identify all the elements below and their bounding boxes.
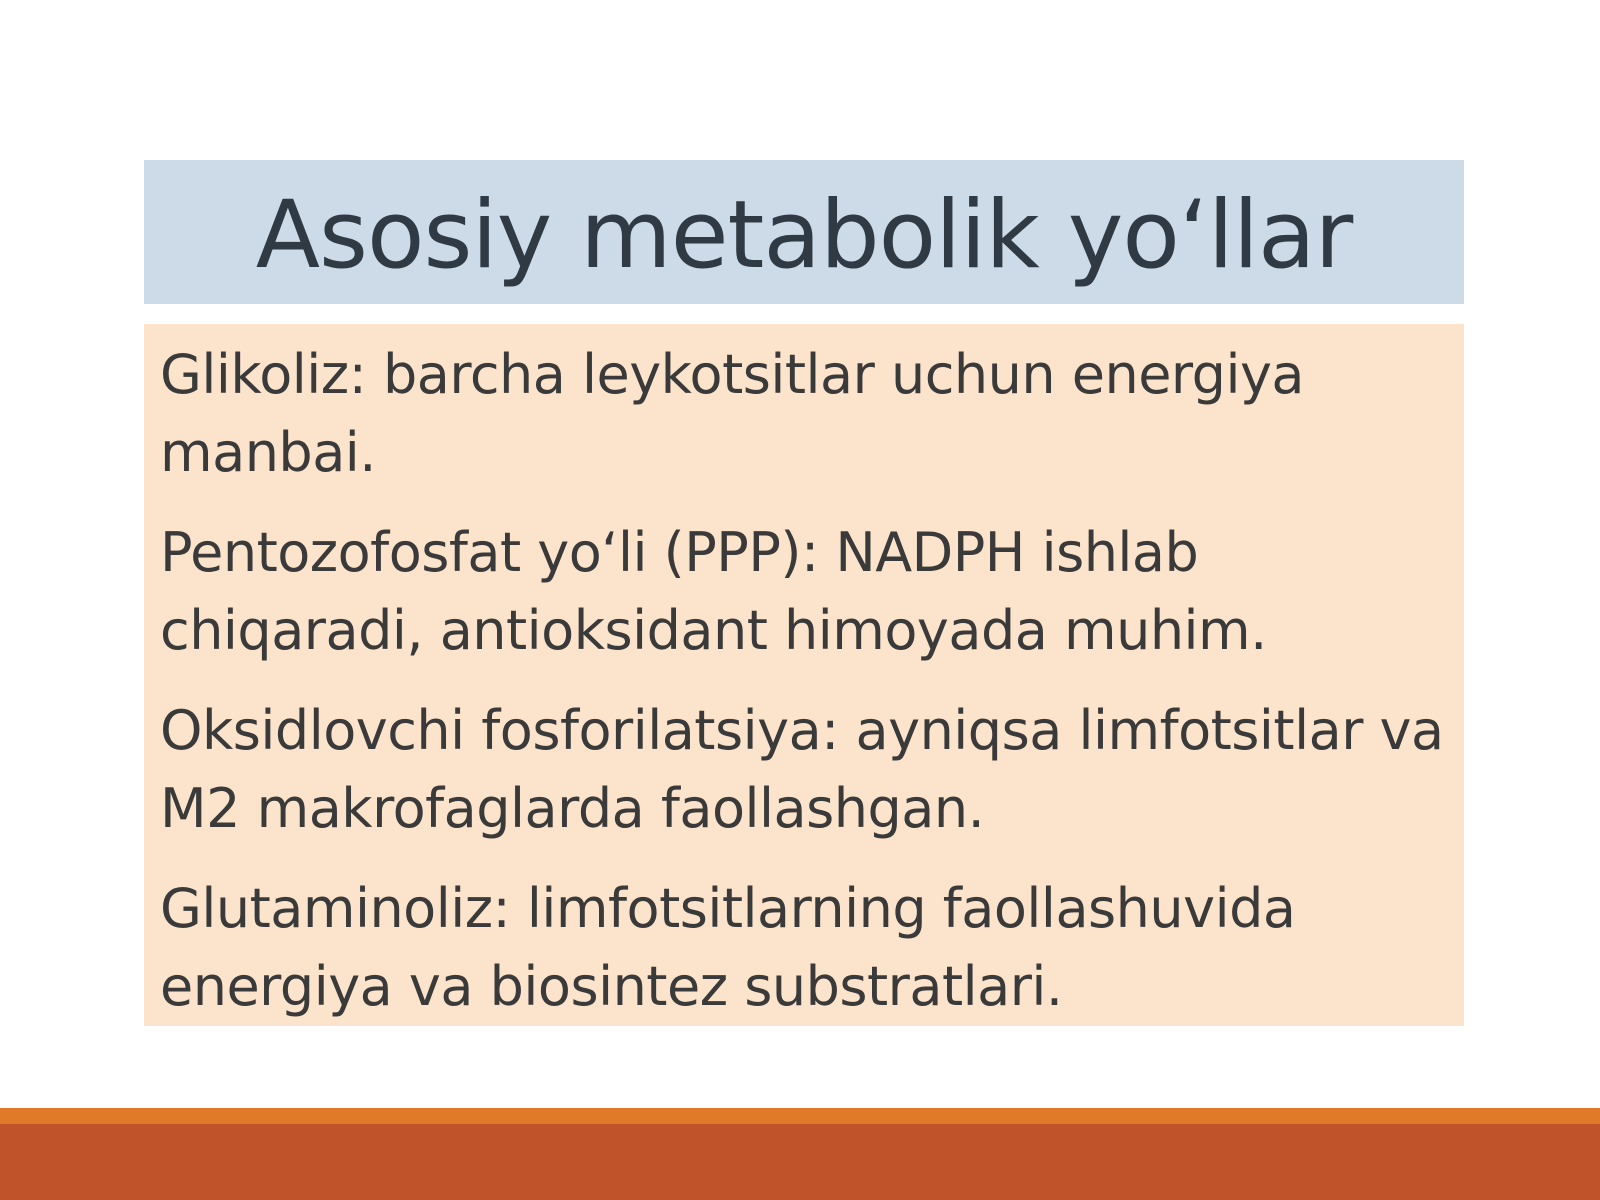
- title-box: [144, 160, 1464, 304]
- slide-title: Asosiy metabolik yo‘llar: [255, 181, 1353, 290]
- bullet-glikoliz: Glikoliz: barcha leykotsitlar uchun energiya manbai.: [160, 343, 1305, 484]
- bullet-oksidlovchi-fosforilatsiya: Oksidlovchi fosforilatsiya: ayniqsa limfotsitlar va M2 makrofaglarda faollashgan.: [160, 699, 1444, 840]
- content-box: [144, 324, 1464, 1026]
- bullet-list: [144, 324, 1464, 1026]
- footer-stripe: [0, 1108, 1600, 1124]
- bullet-glutaminoliz: Glutaminoliz: limfotsitlarning faollashuvida energiya va biosintez substratlari.: [160, 877, 1296, 1018]
- bullet-pentozofosfat: Pentozofosfat yo‘li (PPP): NADPH ishlab chiqaradi, antioksidant himoyada muhim.: [160, 521, 1267, 662]
